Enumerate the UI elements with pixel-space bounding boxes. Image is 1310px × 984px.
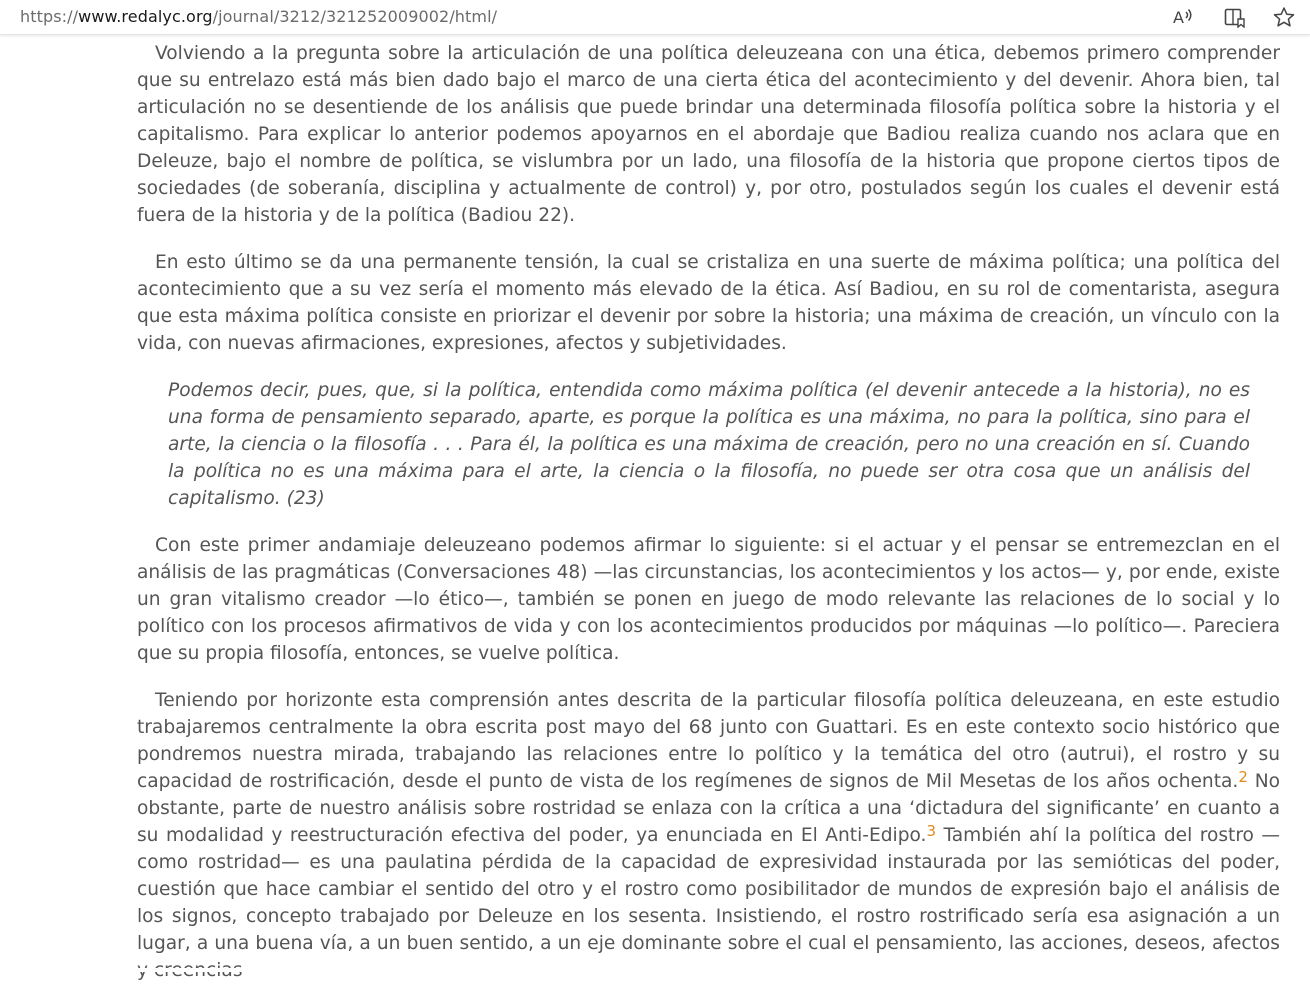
article-body [137, 40, 1280, 984]
paragraph-4-text-a: Teniendo por horizonte esta comprensión antes descrita de la particular filosofía política deleuzeana, en este estudio trabajaremos centralmente la obra escrita post mayo del 68 junto con Guattari. Es en este contexto socio histórico que pondremos nuestra mirada, trabajando las relaciones entre lo político y la temática del otro (autrui), el rostro y su capacidad de rostrificación, desde el punto de vista de los regímenes de signos de Mil Mesetas de los años ochenta. [137, 690, 1280, 792]
url-domain: www.redalyc.org [78, 7, 213, 26]
footnote-link-3[interactable]: 3 [926, 822, 937, 840]
url-field[interactable] [20, 7, 497, 26]
paragraph-1: Volviendo a la pregunta sobre la articulación de una política deleuzeana con una ética, debemos primero comprender que su entrelazo está más bien dado bajo el marco de una cierta ética del acontecimiento y del devenir. Ahora bien, tal articulación no se desentiende de los análisis que puede brindar una determinada filosofía política sobre la historia y el capitalismo. Para explicar lo anterior podemos apoyarnos en el abordaje que Badiou realiza cuando nos aclara que en Deleuze, bajo el nombre de política, se vislumbra por un lado, una filosofía de la historia que propone ciertos tipos de sociedades (de soberanía, disciplina y actualmente de control) y, por otro, postulados según los cuales el devenir está fuera de la historia y de la política (Badiou 22). [137, 43, 1280, 226]
paragraph-2: En esto último se da una permanente tensión, la cual se cristaliza en una suerte de máxima política; una política del acontecimiento que a su vez sería el momento más elevado de la ética. Así Badiou, en su rol de comentarista, asegura que esta máxima política consiste en priorizar el devenir por sobre la historia; una máxima de creación, un vínculo con la vida, con nuevas afirmaciones, expresiones, afectos y subjetividades. [137, 252, 1280, 354]
url-path: /journal/3212/321252009002/html/ [212, 7, 498, 26]
favorite-star-icon[interactable] [1271, 4, 1297, 30]
paragraph-3: Con este primer andamiaje deleuzeano podemos afirmar lo siguiente: si el actuar y el pensar se entremezclan en el análisis de las pragmáticas (Conversaciones 48) —las circunstancias, los acontecimientos y los actos— y, por ende, existe un gran vitalismo creador —lo ético—, también se ponen en juego de modo relevante las relaciones de lo social y lo político con los procesos afirmativos de vida y con los acontecimientos producidos por máquinas —lo político—. Pareciera que su propia filosofía, entonces, se vuelve política. [137, 535, 1280, 664]
url-prefix: https:// [20, 7, 79, 26]
block-quote: Podemos decir, pues, que, si la política, entendida como máxima política (el devenir antecede a la historia), no es una forma de pensamiento separado, aparte, es porque la política es una máxima, no para la política, sino para el arte, la ciencia o la filosofía . . . Para él, la política es una máxima de creación, pero no una creación en sí. Cuando la política no es una máxima para el arte, la ciencia o la filosofía, no puede ser otra cosa que un análisis del capitalismo. (23) [168, 380, 1250, 509]
viewport-bottom-edge [0, 968, 1310, 972]
immersive-reader-icon[interactable] [1222, 4, 1248, 30]
paragraph-4-text-b: No obstante, parte de nuestro análisis sobre rostridad se enlaza con la crítica a una ‘dictadura del significante’ en cuanto a su modalidad y reestructuración efectiva del poder, ya enunciada en El Anti-Edipo. [137, 771, 1280, 846]
footnote-link-2[interactable]: 2 [1238, 768, 1248, 786]
browser-address-bar [0, 0, 1310, 35]
paragraph-4-text-c: También ahí la política del rostro —como rostridad— es una paulatina pérdida de la capacidad de expresividad instaurada por las semióticas del poder, cuestión que hace cambiar el sentido del otro y el rostro como posibilitador de mundos de expresión bajo el análisis de los signos, concepto trabajado por Deleuze en los sesenta. Insistiendo, el rostro rostrificado sería esa asignación a un lugar, a una buena vía, a un buen sentido, a un eje dominante sobre el cual el pensamiento, las acciones, deseos, afectos [137, 825, 1281, 954]
paragraph-4 [137, 687, 1280, 984]
read-aloud-icon[interactable] [1170, 4, 1196, 30]
svg-text:A: A [1173, 8, 1184, 27]
